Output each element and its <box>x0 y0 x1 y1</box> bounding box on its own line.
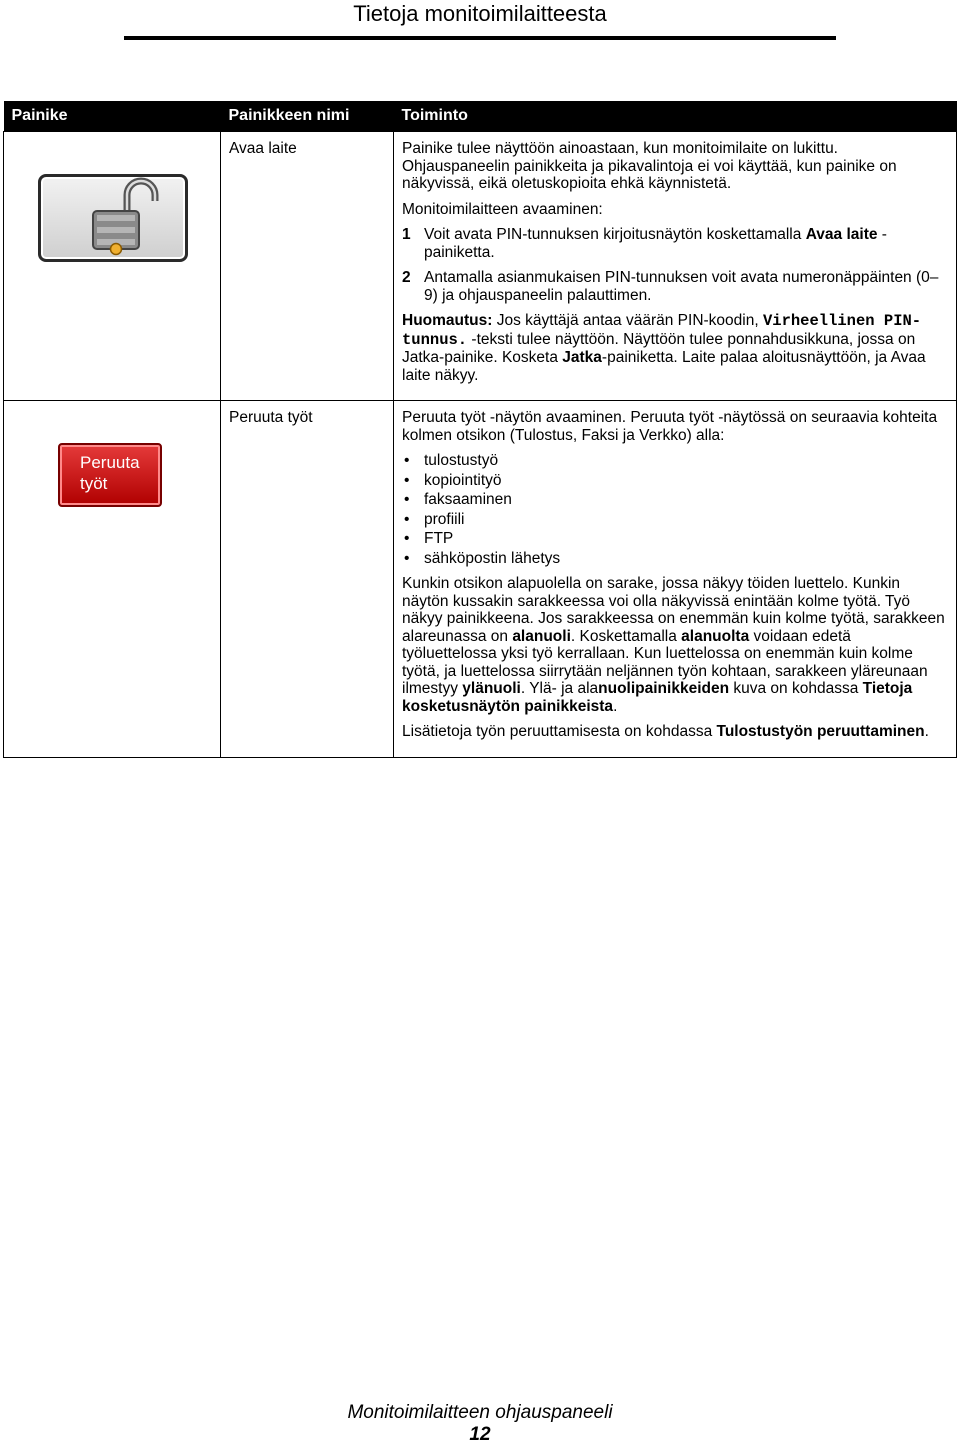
list-item: • profiili <box>402 511 948 529</box>
list-item: • kopiointityö <box>402 472 948 490</box>
page-title: Tietoja monitoimilaitteesta <box>353 1 607 26</box>
list-item: • tulostustyö <box>402 452 948 470</box>
step-number: 1 <box>402 226 411 243</box>
column-explanation: Kunkin otsikon alapuolella on sarake, jossa näkyy töiden luettelo. Kunkin näytön kussakin sarakkeessa voi olla näkyvissä enintään kolme työtä. Työ näkyy painikkeena. Jos sarakkeessa on enemmän kuin kolme työtä, sarakkeen alareunassa on alanuoli. Koskettamalla alanuolta voidaan edetä työluettelossa yksi työ kerrallaan. Kun luettelossa on enemmän kuin kolme työtä, ja luettelossa siirrytään neljännen työn kohtaan, sarakkeen yläreunaan ilmestyy ylänuoli. Ylä- ja alanuolipainikkeiden kuva on kohdassa Tietoja kosketusnäytön painikkeista. <box>402 575 945 715</box>
note-text: Huomautus: Jos käyttäjä antaa väärän PIN-koodin, Virheellinen PIN-tunnus. -teksti tulee näyttöön. Näyttöön tulee ponnahdusikkuna, jossa on Jatka-painike. Kosketa Jatka-painiketta. Laite palaa aloitusnäyttöön, ja Avaa laite näkyy. <box>402 312 926 384</box>
description-text: Painike tulee näyttöön ainoastaan, kun monitoimilaite on lukittu. Ohjauspaneelin painikkeita ja pikavalintoja ei voi käyttää, kun painike on näkyvissä, eikä oletuskopioita ehkä käynnistetä. <box>402 140 897 192</box>
button-name-text: Avaa laite <box>229 140 297 157</box>
table-row <box>4 132 957 401</box>
cancel-jobs-label-line1: Peruuta <box>80 453 140 472</box>
button-name-cell <box>221 132 394 401</box>
page-number: 12 <box>469 1424 491 1445</box>
step-text: Voit avata PIN-tunnuksen kirjoitusnäytön koskettamalla Avaa laite -painiketta. <box>424 226 887 261</box>
cancel-jobs-label-line2: työt <box>80 474 108 493</box>
header-button-name: Painikkeen nimi <box>221 101 394 132</box>
job-type-list <box>402 452 948 567</box>
step-text: Antamalla asianmukaisen PIN-tunnuksen voit avata numeronäppäinten (0–9) ja ohjauspaneelin palauttimen. <box>424 269 939 304</box>
function-cell <box>394 401 957 758</box>
more-info-text: Lisätietoja työn peruuttamisesta on kohdassa Tulostustyön peruuttaminen. <box>402 723 929 740</box>
cross-reference-link[interactable]: Tietoja kosketusnäytön painikkeista <box>402 680 913 715</box>
table-row <box>4 401 957 758</box>
table-header-row <box>4 101 957 132</box>
function-cell <box>394 132 957 401</box>
button-name-cell <box>221 401 394 758</box>
footer-section-title: Monitoimilaitteen ohjauspaneeli <box>347 1402 613 1423</box>
list-item: • faksaaminen <box>402 491 948 509</box>
unlock-intro: Monitoimilaitteen avaaminen: <box>402 200 603 218</box>
error-message-code: Virheellinen PIN-tunnus. <box>402 312 922 349</box>
button-image-cell <box>4 132 221 401</box>
step-item <box>402 269 948 304</box>
button-table <box>3 101 957 758</box>
cancel-jobs-button[interactable] <box>58 443 162 507</box>
cross-reference-link[interactable]: Tulostustyön peruuttaminen <box>716 723 925 740</box>
button-name-text: Peruuta työt <box>229 409 313 426</box>
step-number: 2 <box>402 269 411 286</box>
header-function: Toiminto <box>394 101 957 132</box>
header-button: Painike <box>4 101 221 132</box>
unlock-padlock-icon <box>41 177 185 259</box>
list-item: • sähköpostin lähetys <box>402 550 948 568</box>
list-item: • FTP <box>402 530 948 548</box>
description-text: Peruuta työt -näytön avaaminen. Peruuta työt -näytössä on seuraavia kohteita kolmen otsikon (Tulostus, Faksi ja Verkko) alla: <box>402 409 938 444</box>
step-item <box>402 226 948 261</box>
button-image-cell <box>4 401 221 758</box>
unlock-device-button[interactable] <box>38 174 188 262</box>
title-rule <box>124 36 836 40</box>
